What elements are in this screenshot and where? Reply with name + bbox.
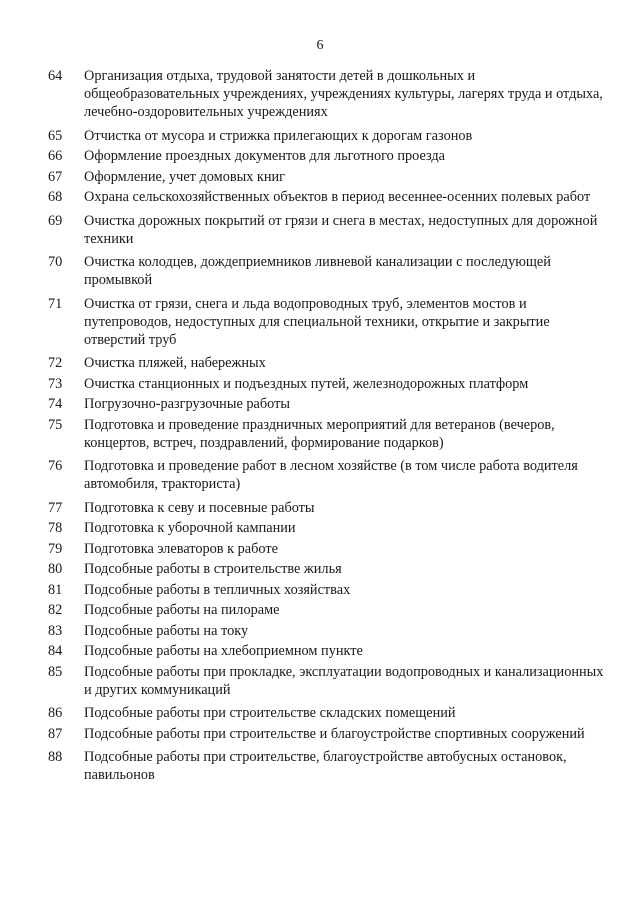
item-text: Подготовка элеваторов к работе — [84, 540, 278, 557]
item-text: Подсобные работы при строительстве, благоустройстве автобусных остановок, павильонов — [84, 749, 567, 783]
list-item — [48, 127, 608, 145]
item-number: 76 — [48, 458, 63, 474]
item-number: 86 — [48, 705, 63, 721]
item-number: 87 — [48, 725, 63, 742]
item-number: 82 — [48, 602, 63, 618]
item-number: 65 — [48, 127, 63, 144]
item-text: Очистка дорожных покрытий от грязи и снега в местах, недоступных для дорожной техники — [84, 212, 598, 247]
item-number: 85 — [48, 663, 63, 680]
item-number: 78 — [48, 520, 63, 536]
item-text: Подсобные работы на хлебоприемном пункте — [84, 643, 363, 659]
list-item — [48, 168, 608, 186]
item-text: Подсобные работы при прокладке, эксплуатации водопроводных и канализационных и других коммуникаций — [84, 663, 604, 698]
list-item — [48, 457, 608, 493]
item-text: Оформление проездных документов для льготного проезда — [84, 148, 446, 164]
item-text: Подсобные работы на пилораме — [84, 602, 280, 618]
item-text: Охрана сельскохозяйственных объектов в период весеннее-осенних полевых работ — [84, 189, 591, 205]
list-item — [48, 395, 608, 413]
item-number: 71 — [48, 295, 63, 312]
list-item — [48, 416, 608, 452]
item-text: Очистка станционных и подъездных путей, железнодорожных платформ — [84, 375, 529, 392]
item-number: 74 — [48, 396, 63, 412]
list-item — [48, 704, 608, 722]
list-item — [48, 748, 608, 784]
list-item — [48, 581, 608, 599]
list-item — [48, 253, 608, 289]
item-text: Погрузочно-разгрузочные работы — [84, 396, 290, 412]
item-number: 81 — [48, 581, 63, 598]
item-number: 70 — [48, 254, 63, 270]
list-item — [48, 499, 608, 517]
item-text: Подготовка к севу и посевные работы — [84, 499, 315, 516]
list-item — [48, 540, 608, 558]
work-types-list — [48, 67, 608, 790]
item-number: 75 — [48, 416, 63, 433]
list-item — [48, 375, 608, 393]
item-text: Подсобные работы на току — [84, 622, 249, 639]
item-number: 68 — [48, 189, 63, 205]
item-text: Подготовка к уборочной кампании — [84, 520, 296, 536]
item-number: 83 — [48, 622, 63, 639]
item-text: Организация отдыха, трудовой занятости детей в дошкольных и общеобразовательных учреждениях, учреждениях культуры, лагерях труда и отдыха, лечебно-оздоровительных учреждениях — [84, 68, 603, 120]
list-item — [48, 212, 608, 248]
list-item — [48, 67, 608, 121]
page-number: 6 — [316, 38, 324, 53]
item-number: 80 — [48, 561, 63, 577]
item-text: Очистка от грязи, снега и льда водопроводных труб, элементов мостов и путепроводов, недоступных для специальной техники, открытие и закрытие отверстий труб — [84, 295, 550, 348]
item-number: 69 — [48, 212, 63, 229]
list-item — [48, 725, 608, 743]
item-number: 88 — [48, 749, 63, 765]
item-number: 77 — [48, 499, 63, 516]
list-item — [48, 622, 608, 640]
list-item — [48, 519, 608, 537]
list-item — [48, 147, 608, 165]
item-number: 79 — [48, 540, 63, 557]
item-number: 66 — [48, 148, 63, 164]
item-number: 67 — [48, 168, 63, 185]
item-text: Отчистка от мусора и стрижка прилегающих к дорогам газонов — [84, 127, 473, 144]
item-number: 64 — [48, 68, 63, 84]
item-text: Очистка колодцев, дождеприемников ливневой канализации с последующей промывкой — [84, 254, 551, 288]
item-text: Подсобные работы при строительстве и благоустройстве спортивных сооружений — [84, 725, 585, 742]
list-item — [48, 188, 608, 206]
item-text: Подсобные работы при строительстве складских помещений — [84, 705, 456, 721]
item-number: 84 — [48, 643, 63, 659]
item-text: Подсобные работы в строительстве жилья — [84, 561, 342, 577]
list-item — [48, 354, 608, 372]
list-item — [48, 560, 608, 578]
list-item — [48, 295, 608, 349]
item-text: Подсобные работы в тепличных хозяйствах — [84, 581, 351, 598]
item-text: Очистка пляжей, набережных — [84, 355, 266, 371]
item-text: Подготовка и проведение праздничных мероприятий для ветеранов (вечеров, концертов, встреч, поздравлений, формирование подарков) — [84, 416, 555, 451]
item-text: Подготовка и проведение работ в лесном хозяйстве (в том числе работа водителя автомобиля, тракториста) — [84, 458, 578, 492]
item-number: 73 — [48, 375, 63, 392]
item-number: 72 — [48, 355, 63, 371]
list-item — [48, 601, 608, 619]
list-item — [48, 642, 608, 660]
list-item — [48, 663, 608, 699]
item-text: Оформление, учет домовых книг — [84, 168, 286, 185]
